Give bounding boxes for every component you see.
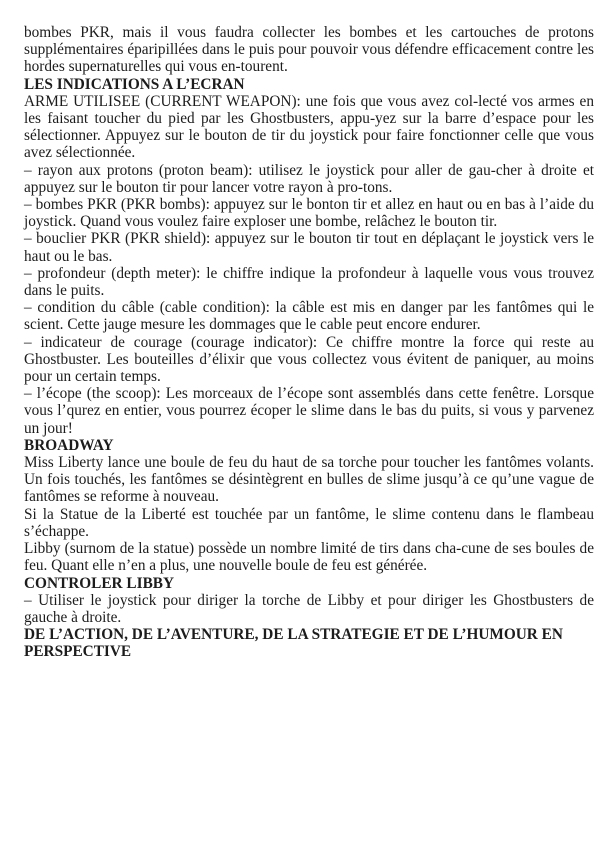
courage-indicator-item: – indicateur de courage (courage indicator): Ce chiffre montre la force qui reste au Ghostbuster. Les bouteilles d’élixir que vous collectez vous évitent de paniquer, au moins pour un certain temps. [24, 333, 594, 386]
scoop-item: – l’écope (the scoop): Les morceaux de l’écope sont assemblés dans cette fenêtre. Lorsque vous l’qurez en entier, vous pourrez écoper le slime dans le bas du puits, si vous y parvenez un jour! [24, 385, 594, 437]
screen-indications-heading: LES INDICATIONS A L’ECRAN [24, 75, 245, 93]
intro-paragraph: bombes PKR, mais il vous faudra collecter les bombes et les cartouches de protons supplémentaires éparipillées dans le puis pour pouvoir vous défendre efficacement contre les hordes supernaturelles qui vous en-tourent. [24, 24, 594, 76]
broadway-paragraph-3: Libby (surnom de la statue) possède un nombre limité de tirs dans cha-cune de ses boules de feu. Quant elle n’en a plus, une nouvelle boule de feu est générée. [24, 540, 594, 575]
text-column [24, 24, 594, 661]
pkr-shield-item: – bouclier PKR (PKR shield): appuyez sur le bouton tir tout en déplaçant le joystick vers le haut ou le bas. [24, 230, 594, 265]
cable-condition-item: – condition du câble (cable condition): la câble est mis en danger par les fantômes qui le scient. Cette jauge mesure les dommages que le cable peut encore endurer. [24, 299, 594, 334]
proton-beam-item: – rayon aux protons (proton beam): utilisez le joystick pour aller de gau-cher à droite et appuyez sur le bouton tir pour lancer votre rayon à pro-tons. [24, 161, 594, 196]
current-weapon-paragraph: ARME UTILISEE (CURRENT WEAPON): une fois que vous avez col-lecté vos armes en les faisant toucher du pied par les Ghostbusters, appu-yez sur la barre d’espace pour les sélectionner. Appuyez sur le bouton de tir du joystick pour faire fonctionner celle que vous avez sélectionnée. [24, 92, 594, 162]
controler-libby-heading: CONTROLER LIBBY [24, 574, 175, 592]
closing-heading: DE L’ACTION, DE L’AVENTURE, DE LA STRATEGIE ET DE L’HUMOUR EN PERSPECTIVE [24, 626, 563, 661]
pkr-bombs-item: – bombes PKR (PKR bombs): appuyez sur le bonton tir et allez en haut ou en bas à l’aide du joystick. Quand vous voulez faire exploser une bombe, relâchez le bouton tir. [24, 196, 594, 231]
broadway-paragraph-2: Si la Statue de la Liberté est touchée par un fantôme, le slime contenu dans le flambeau s’échappe. [24, 505, 594, 540]
depth-meter-item: – profondeur (depth meter): le chiffre indique la profondeur à laquelle vous vous trouvez dans le puits. [24, 264, 594, 300]
broadway-paragraph-1: Miss Liberty lance une boule de feu du haut de sa torche pour toucher les fantômes volants. Un fois touchés, les fantômes se désintègrent en bulles de slime jusqu’à ce qu’une vague de fantômes se reforme à nouveau. [24, 454, 594, 506]
broadway-heading: BROADWAY [24, 436, 114, 454]
controler-libby-paragraph: – Utiliser le joystick pour diriger la torche de Libby et pour diriger les Ghostbusters de gauche à droite. [24, 591, 594, 626]
